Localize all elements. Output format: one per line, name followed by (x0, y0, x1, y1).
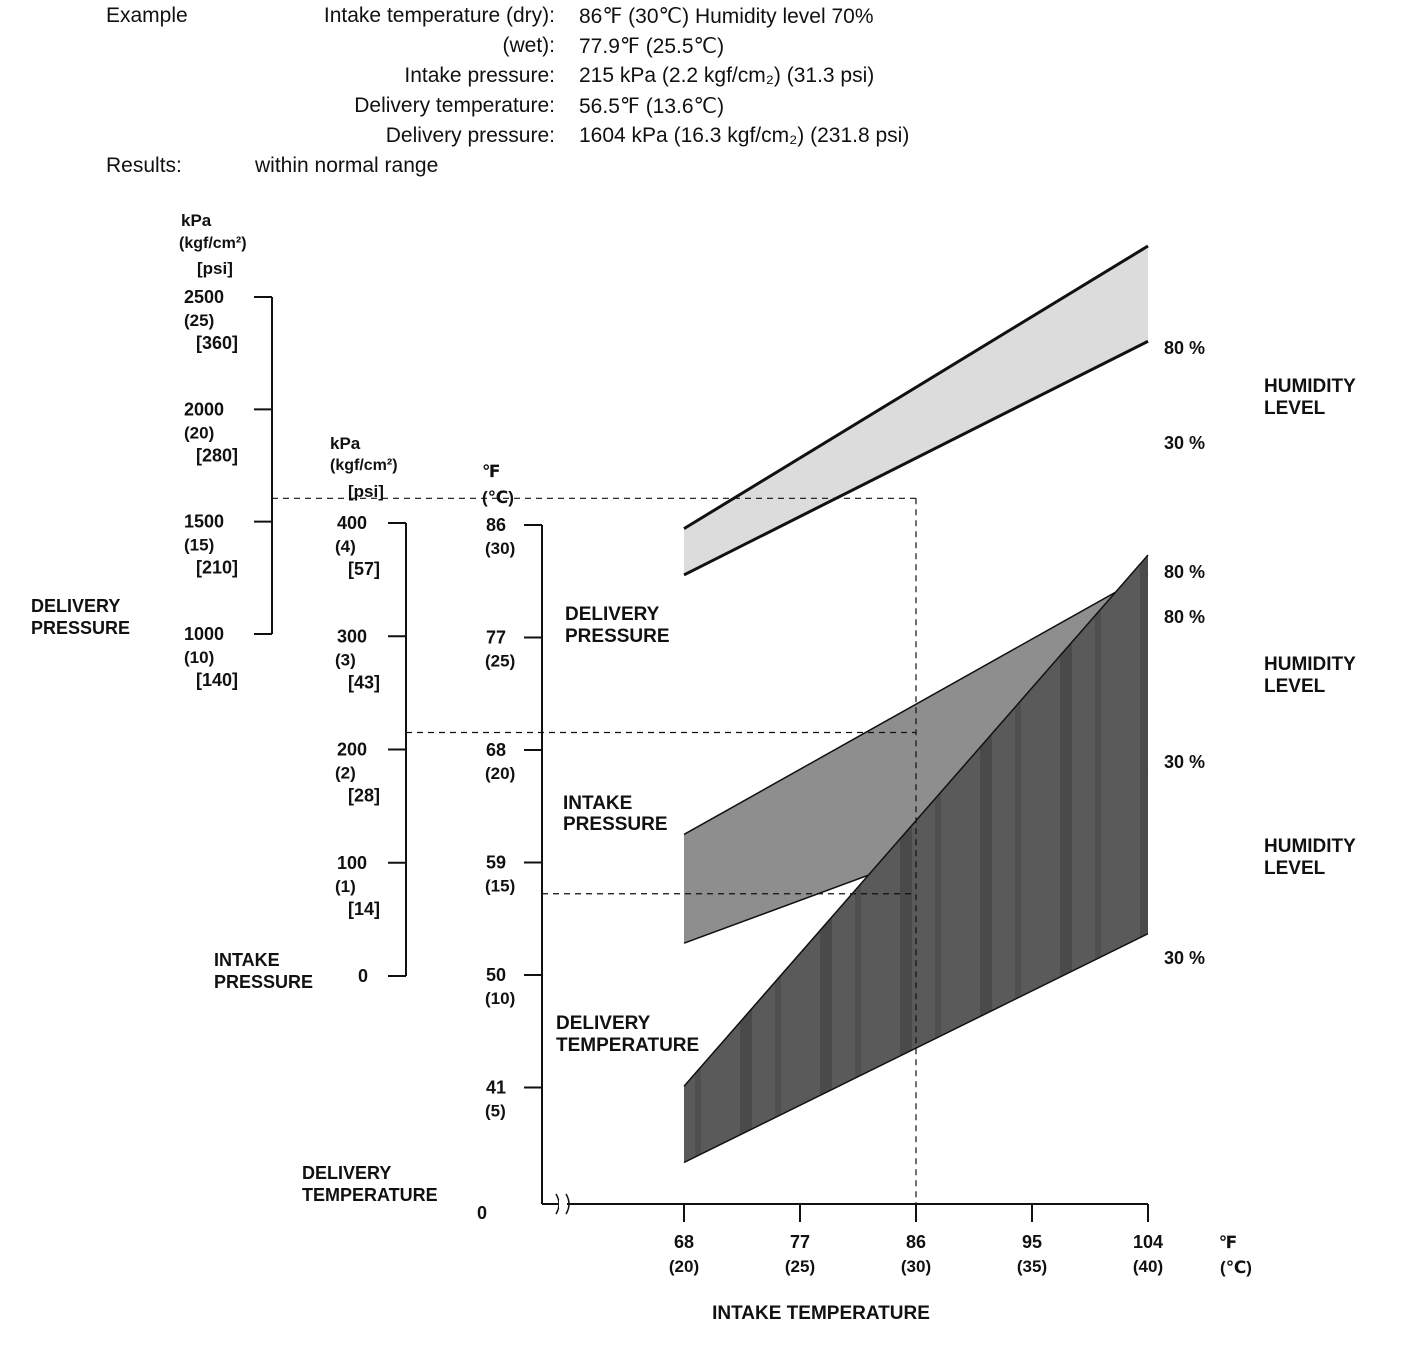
intake-pressure-tick-label-300: 300 (337, 626, 368, 647)
delivery-pressure-tick-psi-1000: [140] (196, 670, 239, 690)
intake-pressure-unit-kpa: kPa (330, 434, 361, 453)
intake-temperature-unit-c: (℃) (1220, 1258, 1252, 1277)
intake-pressure-humidity-30: 30 % (1164, 752, 1206, 772)
intake-temperature-tick-c-104: (40) (1132, 1257, 1164, 1276)
band-label-2-line2: TEMPERATURE (556, 1035, 700, 1056)
example-value-delivery-pressure: 1604 kPa (16.3 kgf/cm₂) (231.8 psi) (579, 124, 910, 147)
delivery-pressure-unit-psi: [psi] (197, 259, 233, 278)
example-value-intake-temp-wet: 77.9℉ (25.5℃) (579, 35, 725, 58)
results-value: within normal range (255, 154, 439, 177)
delivery-temperature-zero-label: 0 (477, 1203, 488, 1223)
band-label-0-line2: PRESSURE (565, 626, 670, 647)
delivery-temperature-axis-title-1: DELIVERY (302, 1163, 392, 1183)
delivery-temperature-tick-label-68: 68 (486, 740, 507, 760)
delivery-temperature-unit-f: ℉ (482, 462, 501, 481)
humidity-title-0-line1: HUMIDITY (1264, 376, 1356, 397)
intake-pressure-tick-kgf-300: (3) (335, 650, 356, 670)
intake-temperature-tick-c-95: (35) (1016, 1257, 1048, 1276)
intake-pressure-unit-kgf: (kgf/cm²) (330, 457, 398, 474)
delivery-temperature-humidity-30: 30 % (1164, 948, 1206, 968)
humidity-title-0-line2: LEVEL (1264, 398, 1326, 419)
example-value-intake-pressure: 215 kPa (2.2 kgf/cm₂) (31.3 psi) (579, 64, 875, 87)
delivery-pressure-tick-label-1000: 1000 (184, 624, 225, 644)
band-label-2-line1: DELIVERY (556, 1013, 651, 1034)
intake-temperature-tick-c-77: (25) (784, 1257, 816, 1276)
intake-pressure-tick-label-400: 400 (337, 513, 368, 533)
delivery-temperature-tick-c-59: (15) (485, 876, 516, 896)
intake-pressure-unit-psi: [psi] (348, 482, 384, 501)
humidity-title-2-line2: LEVEL (1264, 858, 1326, 879)
delivery-temperature-tick-c-77: (25) (485, 651, 516, 671)
delivery-pressure-unit-kpa: kPa (181, 211, 212, 230)
intake-pressure-tick-kgf-100: (1) (335, 876, 356, 896)
humidity-title-1-line2: LEVEL (1264, 676, 1326, 697)
band-label-1-line2: PRESSURE (563, 814, 668, 835)
intake-pressure-tick-kgf-400: (4) (335, 537, 356, 556)
delivery-temperature-tick-label-41: 41 (486, 1077, 507, 1098)
intake-temperature-tick-label-95: 95 (1021, 1232, 1043, 1252)
delivery-pressure-axis-title-2: PRESSURE (31, 618, 131, 638)
example-label-intake-pressure: Intake pressure: (404, 64, 555, 87)
intake-pressure-humidity-80: 80 % (1164, 562, 1206, 582)
delivery-pressure-tick-kgf-2500: (25) (184, 311, 215, 330)
intake-pressure-tick-psi-400: [57] (348, 559, 381, 579)
intake-temperature-tick-label-77: 77 (789, 1232, 811, 1252)
intake-pressure-tick-label-0: 0 (358, 966, 369, 986)
delivery-temperature-tick-c-50: (10) (485, 989, 516, 1008)
delivery-pressure-axis-title-1: DELIVERY (31, 596, 121, 616)
delivery-pressure-humidity-80: 80 % (1164, 338, 1206, 358)
intake-temperature-unit-f: ℉ (1218, 1233, 1238, 1252)
delivery-pressure-tick-label-2000: 2000 (184, 399, 225, 420)
intake-pressure-tick-psi-200: [28] (348, 785, 381, 806)
example-value-intake-temp-dry: 86℉ (30℃) Humidity level 70% (579, 5, 874, 28)
delivery-temperature-unit-c: (℃) (482, 488, 514, 507)
intake-temperature-tick-c-68: (20) (668, 1257, 700, 1276)
example-heading: Example (106, 4, 188, 27)
delivery-pressure-humidity-30: 30 % (1164, 433, 1206, 453)
humidity-title-1-line1: HUMIDITY (1264, 654, 1356, 675)
intake-temperature-tick-label-104: 104 (1132, 1232, 1164, 1252)
delivery-temperature-tick-label-50: 50 (486, 965, 507, 985)
delivery-temperature-humidity-80: 80 % (1164, 607, 1206, 627)
intake-pressure-tick-psi-100: [14] (348, 898, 381, 919)
band-label-0-line1: DELIVERY (565, 604, 660, 625)
delivery-temperature-tick-c-68: (20) (485, 764, 516, 783)
delivery-pressure-line-30 (684, 341, 1148, 575)
delivery-pressure-tick-kgf-1500: (15) (184, 535, 215, 555)
example-label-delivery-pressure: Delivery pressure: (385, 124, 555, 147)
intake-temperature-axis-title: INTAKE TEMPERATURE (712, 1303, 930, 1324)
delivery-pressure-tick-psi-2000: [280] (196, 445, 239, 466)
intake-pressure-tick-label-100: 100 (337, 852, 368, 873)
intake-temperature-tick-label-86: 86 (905, 1232, 927, 1252)
intake-pressure-tick-kgf-200: (2) (335, 763, 356, 783)
delivery-temperature-axis-title-2: TEMPERATURE (302, 1185, 438, 1205)
band-label-1-line1: INTAKE (563, 793, 633, 814)
delivery-pressure-tick-psi-2500: [360] (196, 333, 239, 353)
axis-break-gap (559, 1200, 567, 1208)
results-label: Results: (106, 154, 182, 177)
intake-temperature-tick-label-68: 68 (673, 1232, 695, 1252)
delivery-pressure-tick-psi-1500: [210] (196, 557, 239, 578)
delivery-temperature-tick-c-86: (30) (485, 539, 516, 558)
intake-pressure-tick-label-200: 200 (337, 739, 368, 760)
example-label-intake-temp-wet: (wet): (502, 34, 555, 57)
example-label-delivery-temp: Delivery temperature: (354, 94, 555, 117)
delivery-pressure-tick-kgf-1000: (10) (184, 648, 215, 667)
delivery-pressure-line-80 (684, 246, 1148, 529)
humidity-title-2-line1: HUMIDITY (1264, 836, 1356, 857)
delivery-pressure-unit-kgf: (kgf/cm²) (179, 235, 247, 252)
delivery-temperature-tick-label-86: 86 (486, 515, 507, 535)
intake-pressure-tick-psi-300: [43] (348, 672, 381, 693)
example-label-intake-temp-dry: Intake temperature (dry): (323, 4, 555, 27)
intake-temperature-tick-c-86: (30) (900, 1257, 932, 1276)
delivery-temperature-tick-label-77: 77 (486, 627, 507, 648)
intake-pressure-axis-title-1: INTAKE (214, 950, 280, 970)
delivery-pressure-tick-kgf-2000: (20) (184, 423, 215, 443)
delivery-pressure-tick-label-2500: 2500 (184, 287, 225, 307)
delivery-temperature-tick-label-59: 59 (486, 852, 507, 873)
example-value-delivery-temp: 56.5℉ (13.6℃) (579, 95, 725, 118)
intake-pressure-axis-title-2: PRESSURE (214, 972, 314, 992)
delivery-pressure-tick-label-1500: 1500 (184, 511, 225, 532)
delivery-temperature-tick-c-41: (5) (485, 1101, 506, 1121)
